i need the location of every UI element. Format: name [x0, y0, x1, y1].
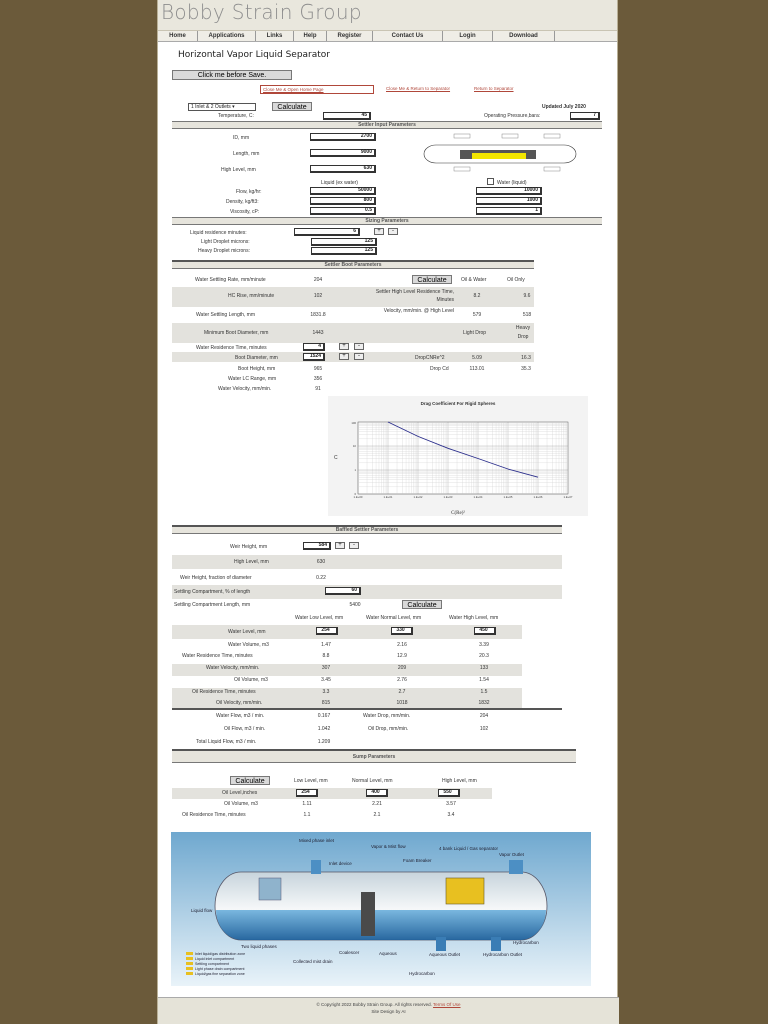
oil-velocity-high: 1832 [478, 700, 490, 706]
footer-copyright: © Copyright 2022 Bobby Strain Group. All rights reserved. [316, 1002, 432, 1007]
label-inlet-device: Inlet device [329, 861, 352, 866]
oil-volume-normal: 2.76 [397, 677, 407, 683]
oil-level-normal-input[interactable]: 400 [366, 789, 388, 797]
chart-y-tick: 1 [354, 468, 356, 472]
velocity-high-ow: 579 [472, 312, 482, 318]
footer-design: Site Design by AI [371, 1009, 406, 1014]
water-settling-rate-label: Water Settling Rate, mm/minute [195, 277, 266, 283]
oil-level-high-input[interactable]: 550 [438, 789, 460, 797]
water-lc-range-value: 356 [313, 376, 323, 382]
label-collected-mist: Collected mist drain [293, 959, 333, 964]
save-button[interactable]: Click me before Save. [172, 70, 292, 80]
sump-oil-residence-high: 3.4 [447, 812, 455, 818]
dropcnre-oo: 16.3 [521, 355, 531, 361]
return-separator-link[interactable]: Return to Separator [474, 86, 514, 91]
water-volume-low: 1.47 [321, 642, 331, 648]
weir-height-label: Weir Height, mm [230, 544, 268, 550]
baffled-col-normal: Water Normal Level, mm [366, 615, 422, 621]
legend-item-2: Liquid inlet compartment [195, 957, 235, 961]
velocity-high-oo: 518 [522, 312, 532, 318]
calculate-button-top[interactable]: Calculate [272, 102, 312, 111]
boot-height-value: 965 [313, 366, 323, 372]
chart-x-tick: 1.E+07 [563, 495, 573, 499]
high-level-residence-label: Settler High Level Residence Time, Minutes [375, 289, 454, 303]
chart-x-tick: 1.E+04 [473, 495, 483, 499]
chart-x-tick: 1.E+03 [443, 495, 453, 499]
dropcnre-ow: 5.09 [472, 355, 482, 361]
footer-copyright-line [158, 1002, 619, 1007]
oil-volume-label: Oil Volume, m3 [234, 677, 268, 683]
drop-cd-label: Drop Cd [430, 366, 449, 372]
oil-residence-label: Oil Residence Time, minutes [192, 689, 256, 695]
label-hc-outlet: Hydrocarbon Outlet [483, 952, 523, 957]
water-volume-normal: 2.16 [397, 642, 407, 648]
boot-header: Settler Boot Parameters [172, 260, 534, 269]
hc-rise-label: HC Rise, mm/minute [228, 293, 275, 299]
nav-applications[interactable]: Applications [198, 31, 256, 41]
chart-grid [358, 422, 568, 494]
label-two-phases: Two liquid phases [241, 944, 277, 949]
residence-minus-button[interactable]: - [388, 228, 398, 235]
water-velocity-row-label: Water Velocity, mm/min. [206, 665, 260, 671]
col-oil-water: Oil & Water [461, 277, 487, 283]
id-label: ID, mm [233, 135, 250, 141]
heavy-droplet-input[interactable]: 125 [311, 247, 377, 255]
water-velocity-normal: 209 [397, 665, 407, 671]
nav-register[interactable]: Register [327, 31, 373, 41]
min-boot-diameter-value: 1443 [312, 330, 324, 336]
chart-y-tick: 0 [354, 492, 356, 496]
water-residence-low: 8.8 [322, 653, 330, 659]
boot-diameter-label: Boot Diameter, mm [235, 355, 278, 361]
hc-rise-value: 102 [313, 293, 323, 299]
liquid-col-label: Liquid (ex water) [321, 180, 358, 186]
settling-pct-label: Settling Compartment, % of length [174, 589, 251, 595]
nav-bar [158, 31, 617, 42]
length-label: Length, mm [233, 151, 260, 157]
site-banner [158, 0, 617, 31]
water-residence-minus-button[interactable]: - [354, 343, 364, 350]
water-lc-range-label: Water LC Range, mm [228, 376, 277, 382]
chart-y-tick: 10 [352, 444, 356, 448]
water-residence-normal: 12.9 [397, 653, 407, 659]
heavy-drop-label: Heavy Drop [515, 325, 531, 340]
nav-home[interactable]: Home [158, 31, 198, 41]
boot-diameter-input[interactable]: 1524 [303, 353, 325, 361]
water-velocity-label: Water Velocity, mm/min. [218, 386, 272, 392]
water-residence-plus-button[interactable]: + [339, 343, 349, 350]
separator-illustration [171, 832, 591, 986]
nav-contact-us[interactable]: Contact Us [373, 31, 443, 41]
oil-residence-low: 3.3 [322, 689, 330, 695]
baffled-row-band-0 [172, 625, 522, 639]
light-droplet-input[interactable]: 125 [311, 238, 377, 246]
water-drop-value: 204 [479, 713, 489, 719]
sump-col-normal: Normal Level, mm [352, 778, 393, 784]
oil-velocity-normal: 1018 [396, 700, 408, 706]
boot-diameter-minus-button[interactable]: - [354, 353, 364, 360]
footer [158, 997, 619, 1024]
baffled-band-1 [172, 555, 562, 569]
water-velocity-high: 133 [479, 665, 489, 671]
dropcnre-label: DropCNRe^2 [415, 355, 445, 361]
close-return-link[interactable]: Close Me & Return to Separator [386, 86, 451, 91]
density-label: Density, kg/ft3: [226, 199, 259, 205]
label-liquid-flow: Liquid flow [191, 908, 213, 913]
sump-oil-volume-low: 1.11 [302, 801, 312, 807]
viscosity-label: Viscosity, cP: [230, 209, 260, 215]
nav-help[interactable]: Help [294, 31, 327, 41]
nav-login[interactable]: Login [443, 31, 493, 41]
high-level-label: High Level, mm [221, 167, 256, 173]
residence-input[interactable]: 6 [294, 228, 360, 236]
page-sheet [157, 0, 618, 1024]
calculate-button-boot[interactable]: Calculate [412, 275, 452, 284]
water-residence-high: 20.3 [479, 653, 489, 659]
water-level-normal-input[interactable]: 330 [391, 627, 413, 635]
oil-level-low-input[interactable]: 254 [296, 789, 318, 797]
chart-x-tick: 1.E+00 [353, 495, 363, 499]
temperature-label: Temperature, C: [218, 113, 254, 119]
weir-height-input[interactable]: 584 [303, 542, 331, 550]
temperature-input[interactable]: 45 [323, 112, 371, 120]
water-residence-input[interactable]: 4 [303, 343, 325, 351]
water-drop-label: Water Drop, mm/min. [363, 713, 411, 719]
label-foam-breaker: Foam Breaker [403, 858, 432, 863]
water-velocity-low: 307 [321, 665, 331, 671]
high-level-residence-oo: 9.6 [523, 293, 531, 299]
legend-item-5: Liquid/gas fine separation zone [195, 972, 245, 976]
water-velocity-value: 91 [315, 386, 321, 392]
config-select[interactable] [188, 103, 256, 111]
settling-length-value: 5400 [349, 602, 361, 608]
water-level-high-input[interactable]: 450 [474, 627, 496, 635]
boot-diameter-plus-button[interactable]: + [339, 353, 349, 360]
oil-drop-label: Oil Drop, mm/min. [368, 726, 409, 732]
water-level-label: Water Level, mm [228, 629, 266, 635]
sump-col-high: High Level, mm [442, 778, 477, 784]
viscosity-liquid-input[interactable]: 0.5 [310, 207, 376, 215]
terms-link[interactable]: Terms Of Use [433, 1002, 461, 1007]
settling-pct-input[interactable]: 60 [325, 587, 361, 595]
page-title: Horizontal Vapor Liquid Separator [178, 50, 331, 60]
sump-oil-volume-label: Oil Volume, m3 [224, 801, 258, 807]
pressure-input[interactable]: 7 [570, 112, 600, 120]
flow-water-input[interactable]: 10000 [476, 187, 542, 195]
nav-download[interactable]: Download [493, 31, 555, 41]
heavy-droplet-label: Heavy Droplet microns: [198, 248, 250, 254]
light-drop-label: Light Drop [463, 330, 487, 336]
baffled-col-high: Water High Level, mm [449, 615, 499, 621]
oil-velocity-label: Oil Velocity, mm/min. [216, 700, 263, 706]
config-select-value: 1 Inlet & 2 Outlets [191, 104, 231, 110]
chart-x-label: C(Re)² [451, 511, 465, 516]
residence-plus-button[interactable]: + [374, 228, 384, 235]
water-volume-label: Water Volume, m3 [228, 642, 269, 648]
oil-level-label: Oil Level,inches [222, 790, 258, 796]
pressure-label: Operating Pressure,bara: [484, 113, 541, 119]
label-coalescer: Coalescer [339, 950, 360, 955]
weir-fraction-label: Weir Height, fraction of diameter [180, 575, 252, 581]
oil-velocity-low: 815 [321, 700, 331, 706]
drag-coefficient-chart [328, 396, 588, 516]
site-title: Bobby Strain Group [161, 0, 362, 24]
divider [172, 708, 562, 710]
label-bank: 4 bank Liquid / Gas separator [439, 846, 499, 851]
settler-input-header: Settler Input Parameters [172, 121, 602, 129]
chart-y-label: C [334, 455, 338, 461]
sizing-header: Sizing Parameters [172, 217, 602, 225]
water-settling-length-value: 1831.8 [310, 312, 326, 318]
high-level-residence-ow: 8.2 [473, 293, 481, 299]
sump-oil-residence-label: Oil Residence Time, minutes [182, 812, 246, 818]
viscosity-water-input[interactable]: 1 [476, 207, 542, 215]
baffled-header: Baffled Settler Parameters [172, 525, 562, 534]
length-input[interactable]: 9000 [310, 149, 376, 157]
calculate-button-baffled[interactable]: Calculate [402, 600, 442, 609]
drop-cd-ow: 113.01 [469, 366, 485, 372]
water-residence-label: Water Residence Time, minutes [196, 345, 267, 351]
total-flow-value: 1.209 [317, 739, 331, 745]
water-volume-high: 3.39 [479, 642, 489, 648]
high-level-input[interactable]: 630 [310, 165, 376, 173]
sump-oil-residence-normal: 2.1 [373, 812, 381, 818]
label-aqueous: Aqueous [379, 951, 397, 956]
chevron-down-icon: ▾ [232, 104, 235, 110]
light-droplet-label: Light Droplet microns: [201, 239, 250, 245]
residence-label: Liquid residence minutes: [190, 230, 247, 236]
updated-text: Updated July 2020 [542, 104, 586, 110]
drop-cd-oo: 35.3 [521, 366, 531, 372]
close-open-home-link[interactable]: Close Me & Open Home Page [260, 85, 374, 94]
oil-volume-low: 3.45 [321, 677, 331, 683]
water-flow-value: 0.167 [317, 713, 331, 719]
oil-flow-value: 1.042 [317, 726, 331, 732]
baffled-col-low: Water Low Level, mm [295, 615, 344, 621]
sump-oil-volume-normal: 2.21 [372, 801, 382, 807]
label-hydrocarbon: Hydrocarbon [513, 940, 539, 945]
density-water-input[interactable]: 1000 [476, 197, 542, 205]
water-level-low-input[interactable]: 254 [316, 627, 338, 635]
chart-y-tick: 100 [351, 421, 356, 425]
baffled-high-level-label: High Level, mm [234, 559, 269, 565]
total-flow-label: Total Liquid Flow, m3 / min. [196, 739, 257, 745]
sump-col-low: Low Level, mm [294, 778, 328, 784]
oil-flow-label: Oil Flow, m3 / min. [224, 726, 266, 732]
flow-label: Flow, kg/hr: [236, 189, 262, 195]
label-vapor-mist: Vapor & Mist flow [371, 844, 406, 849]
water-settling-rate-value: 204 [313, 277, 323, 283]
velocity-high-label: Velocity, mm/min. @ High Level [383, 308, 454, 314]
chart-x-tick: 1.E+02 [413, 495, 423, 499]
label-mixed-inlet: Mixed phase inlet [299, 838, 335, 843]
sump-header: Sump Parameters [172, 749, 576, 763]
boot-height-label: Boot Height, mm [238, 366, 276, 372]
chart-x-tick: 1.E+01 [383, 495, 393, 499]
settling-length-label: Settling Compartment Length, mm [174, 602, 251, 608]
label-hydrocarbon-bottom: Hydrocarbon [409, 971, 435, 976]
nav-links[interactable]: Links [256, 31, 294, 41]
legend-item-4: Light phase drain compartment [195, 967, 245, 971]
oil-volume-high: 1.54 [479, 677, 489, 683]
oil-drop-value: 102 [479, 726, 489, 732]
weir-plus-button[interactable]: + [335, 542, 345, 549]
sump-oil-residence-low: 1.1 [303, 812, 311, 818]
legend-item-3: Settling compartment [195, 962, 229, 966]
water-checkbox[interactable] [487, 178, 494, 185]
water-settling-length-label: Water Settling Length, mm [196, 312, 256, 318]
chart-x-tick: 1.E+05 [503, 495, 513, 499]
baffled-high-level-value: 630 [316, 559, 326, 565]
oil-residence-normal: 2.7 [398, 689, 406, 695]
min-boot-diameter-label: Minimum Boot Diameter, mm [204, 330, 269, 336]
label-aqueous-outlet: Aqueous Outlet [429, 952, 461, 957]
water-col-label: Water (liquid) [497, 180, 527, 186]
density-liquid-input[interactable]: 800 [310, 197, 376, 205]
calculate-button-sump[interactable]: Calculate [230, 776, 270, 785]
sump-oil-volume-high: 3.57 [446, 801, 456, 807]
oil-residence-high: 1.5 [480, 689, 488, 695]
water-flow-label: Water Flow, m3 / min. [216, 713, 265, 719]
flow-liquid-input[interactable]: 50000 [310, 187, 376, 195]
separator-schematic [422, 131, 578, 175]
col-oil-only: Oil Only [507, 277, 525, 283]
id-input[interactable]: 2700 [310, 133, 376, 141]
legend-item-1: Inlet liquid/gas distribution zone [195, 952, 246, 956]
water-residence-time-label: Water Residence Time, minutes [182, 653, 253, 659]
weir-minus-button[interactable]: - [349, 542, 359, 549]
chart-title: Drag Coefficient For Rigid Spheres [420, 401, 496, 406]
chart-x-tick: 1.E+06 [533, 495, 543, 499]
label-vapor-outlet: Vapor Outlet [499, 852, 524, 857]
weir-fraction-value: 0.22 [316, 575, 326, 581]
